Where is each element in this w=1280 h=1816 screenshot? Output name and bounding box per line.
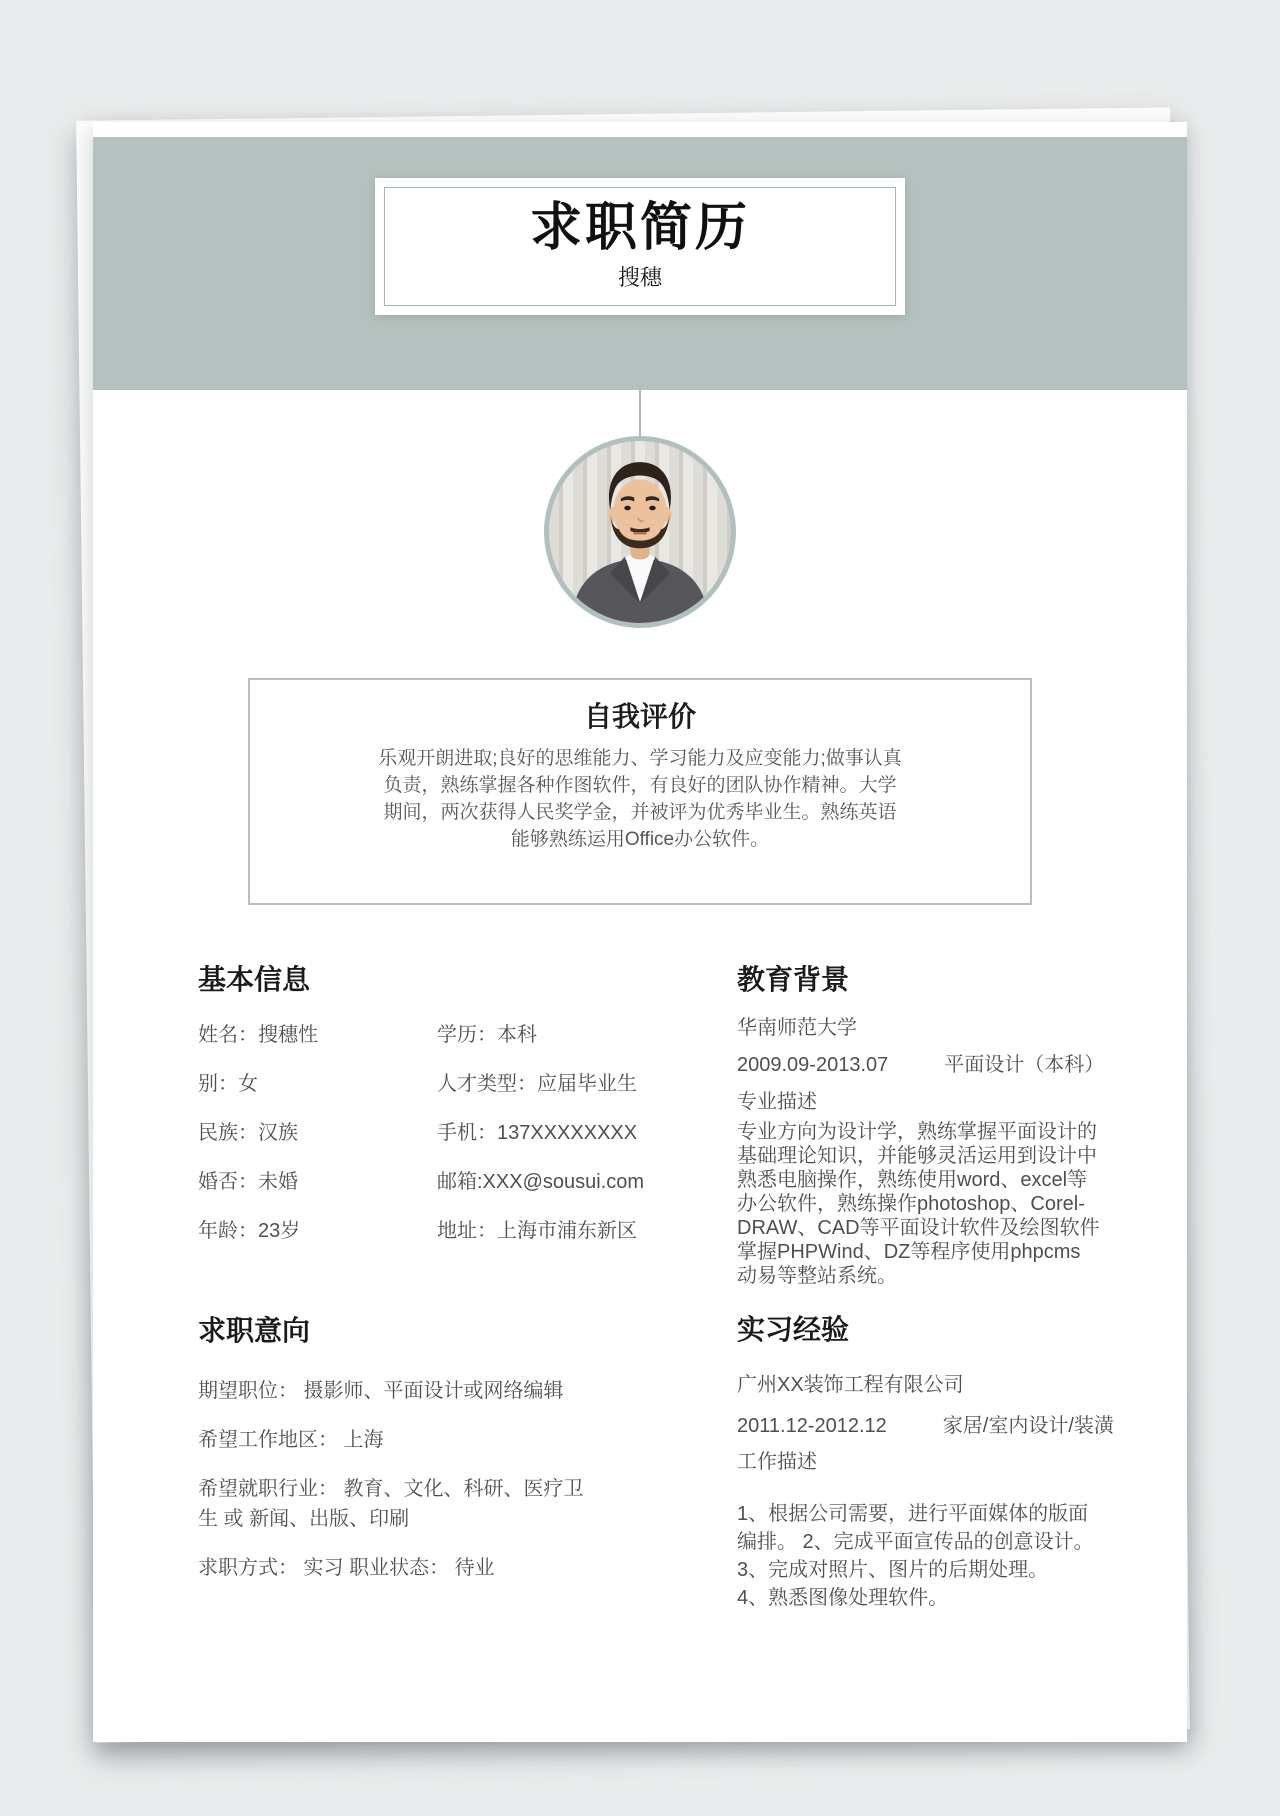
internship-period-line: [737, 1408, 1122, 1480]
internship-role-desc: 家居/室内设计/装潢工作描述: [737, 1415, 1114, 1473]
education-school: 华南师范大学: [737, 1017, 857, 1039]
basic-info-column-2: [437, 1022, 644, 1267]
text-line: 动易等整站系统。: [737, 1265, 897, 1287]
text-line: 邮箱:XXX@sousui.com: [437, 1171, 645, 1193]
text-line: 掌握PHPWind、DZ等程序使用phpcms: [737, 1241, 1081, 1263]
header-band: [93, 137, 1187, 390]
section-education: [737, 962, 1127, 1288]
text-line: 负责，熟练掌握各种作图软件，有良好的团队协作精神。大学: [383, 775, 897, 796]
title-box: [375, 178, 905, 315]
section-basic-info: [198, 962, 645, 1242]
text-line: 乐观开朗进取;良好的思维能力、学习能力及应变能力;做事认真: [378, 748, 902, 769]
text-line: 民族：汉族: [198, 1122, 298, 1144]
text-line: 婚否：未婚: [198, 1171, 298, 1193]
text-line: 4、熟悉图像处理软件。: [737, 1587, 949, 1609]
text-line: 能够熟练运用Office办公软件。: [510, 829, 770, 850]
text-line: 专业方向为设计学，熟练掌握平面设计的: [737, 1121, 1097, 1143]
education-major: 平面设计（本科）: [944, 1054, 1105, 1076]
section-job-intention: [198, 1313, 598, 1602]
job-intention-rows: [198, 1376, 598, 1583]
text-line: 学历：本科: [437, 1024, 537, 1046]
text-line: 熟悉电脑操作，熟练使用word、excel等: [737, 1169, 1088, 1191]
text-line: 基础理论知识，并能够灵活运用到设计中: [737, 1145, 1097, 1167]
basic-info-column-1: [198, 1022, 318, 1267]
text-line: 年龄：23岁: [198, 1220, 301, 1242]
text-line: 地址：上海市浦东新区: [437, 1220, 637, 1242]
basic-info-title: 基本信息: [198, 964, 311, 995]
text-line: 3、完成对照片、图片的后期处理。: [737, 1559, 1049, 1581]
text-line: 希望就职行业： 教育、文化、科研、医疗卫生 或 新闻、出版、印刷: [198, 1478, 584, 1530]
education-desc-label: 专业描述: [737, 1091, 817, 1113]
education-period-line: [737, 1052, 1127, 1078]
self-evaluation-box: [248, 678, 1032, 905]
connector-line: [639, 390, 641, 436]
text-line: 求职方式： 实习 职业状态： 待业: [198, 1557, 495, 1579]
text-line: 手机：137XXXXXXXX: [437, 1122, 638, 1144]
text-line: 别：女: [198, 1073, 258, 1095]
education-description: [737, 1120, 1127, 1288]
education-period: 2009.09-2013.07: [737, 1054, 889, 1076]
text-line: 办公软件，熟练操作photoshop、Corel-: [737, 1193, 1085, 1215]
text-line: 编排。 2、完成平面宣传品的创意设计。: [737, 1531, 1094, 1553]
text-line: 期间，两次获得人民奖学金，并被评为优秀毕业生。熟练英语: [383, 802, 897, 823]
internship-company: 广州XX装饰工程有限公司: [737, 1374, 964, 1396]
text-line: 希望工作地区： 上海: [198, 1429, 384, 1451]
text-line: 1、根据公司需要，进行平面媒体的版面: [737, 1503, 1089, 1525]
section-internship: [737, 1312, 1122, 1612]
applicant-photo: [544, 436, 736, 628]
internship-period: 2011.12-2012.12: [737, 1415, 887, 1437]
text-line: DRAW、CAD等平面设计软件及绘图软件: [737, 1217, 1100, 1239]
resume-page: [93, 122, 1187, 1742]
text-line: 姓名：搜穗性: [198, 1024, 318, 1046]
resume-title: 求职简历: [529, 199, 750, 257]
education-title: 教育背景: [737, 964, 850, 995]
text-line: 期望职位： 摄影师、平面设计或网络编辑: [198, 1380, 564, 1402]
internship-title: 实习经验: [737, 1314, 850, 1345]
applicant-avatar-illustration: [549, 441, 731, 623]
internship-description: [737, 1500, 1122, 1612]
self-evaluation-title: 自我评价: [583, 701, 696, 732]
self-evaluation-text: [250, 745, 1030, 853]
job-intention-title: 求职意向: [198, 1315, 311, 1346]
text-line: 人才类型：应届毕业生: [437, 1073, 637, 1095]
resume-subtitle: 搜穗: [617, 265, 662, 290]
